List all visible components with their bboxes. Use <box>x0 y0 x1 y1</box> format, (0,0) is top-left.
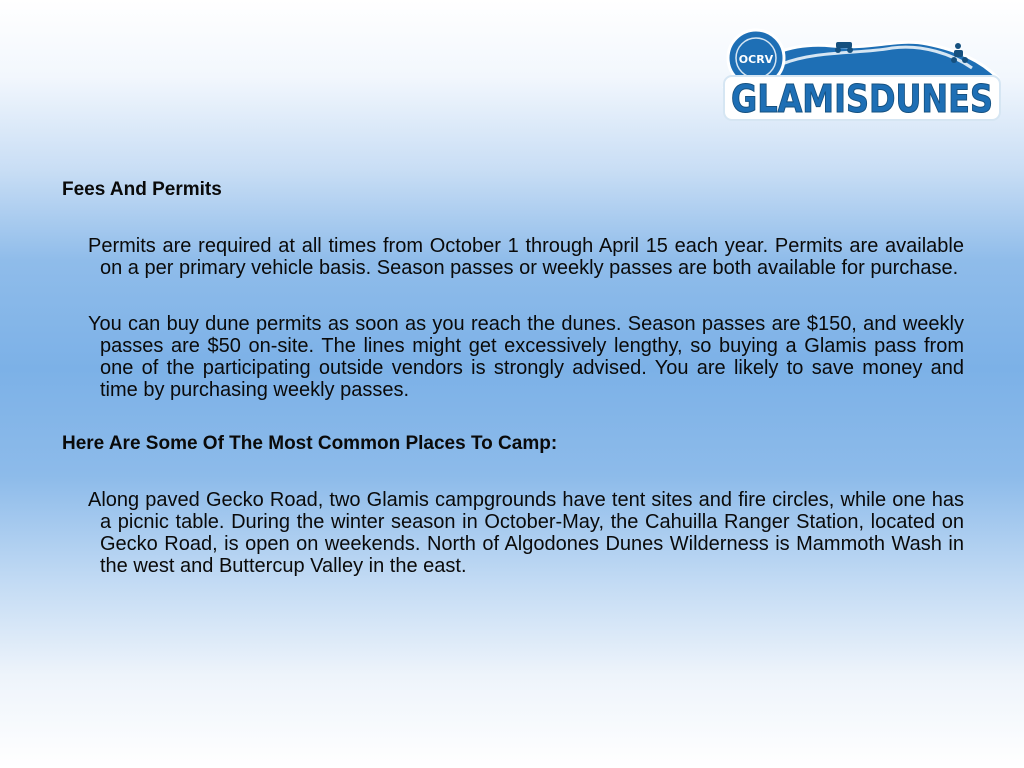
section-heading-fees: Fees And Permits <box>62 179 222 200</box>
glamis-dunes-logo-graphic <box>722 24 1002 124</box>
logo-wordmark: GLAMISDUNES <box>731 77 993 121</box>
paragraph-campgrounds: Along paved Gecko Road, two Glamis campgrounds have tent sites and fire circles, while one has a picnic table. During the winter season in October-May, the Cahuilla Ranger Station, located on Gecko Road, is open on weekends. North of Algodones Dunes Wilderness is Mammoth Wash in the west and Buttercup Valley in the east. <box>88 489 964 577</box>
slide-content <box>62 178 964 577</box>
section-heading-camping: Here Are Some Of The Most Common Places To Camp: <box>62 433 558 454</box>
glamis-dunes-logo <box>722 24 1002 124</box>
badge-text: OCRV <box>738 53 774 66</box>
paragraph-buy-permits: You can buy dune permits as soon as you reach the dunes. Season passes are $150, and weekly passes are $50 on-site. The lines might get excessively lengthy, so buying a Glamis pass from one of the participating outside vendors is strongly advised. You are likely to save money and time by purchasing weekly passes. <box>88 313 964 401</box>
paragraph-permits-required: Permits are required at all times from October 1 through April 15 each year. Permits are available on a per primary vehicle basis. Season passes or weekly passes are both available for purchase. <box>88 235 964 279</box>
